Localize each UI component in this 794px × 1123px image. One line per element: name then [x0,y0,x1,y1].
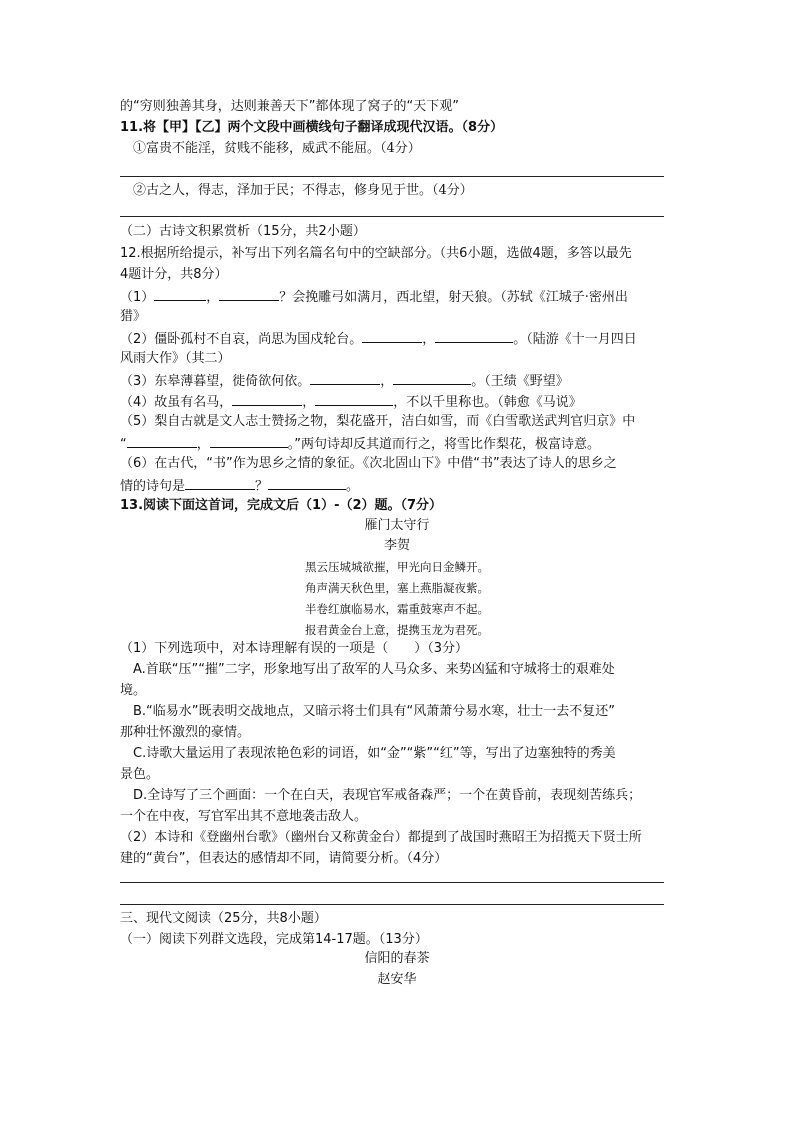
text-line: 的“穷则独善其身，达则兼善天下”都体现了窝子的“天下观” [120,99,459,114]
item-5-cont: “ ， 。”两句诗却反其道而行之，将雪比作梨花，极富诗意。 [120,437,601,452]
fill-blank[interactable] [310,372,380,385]
option-d-cont: 一个在中夜，写官军出其不意地袭击敌人。 [120,809,368,824]
item-3: （3）东皋薄暮望，徙倚欲何依。 ， 。（王绩《野望》 [120,374,569,389]
poem-line: 报君黄金台上意，提携玉龙为君死。 [305,623,489,637]
item-2: （2）僵卧孤村不自哀，尚思为国戍轮台。 ， 。（陆游《十一月四日 [120,332,637,347]
option-a: A.首联“压”“摧”二字，形象地写出了敌军的人马众多、来势凶猛和守城将士的艰难处 [133,662,615,677]
answer-line [120,176,664,177]
fill-blank[interactable] [232,393,302,406]
fill-blank[interactable] [268,477,346,490]
section-subheading: （一）阅读下列群文选段，完成第14-17题。（13分） [120,932,428,947]
option-c-cont: 景色。 [120,767,160,782]
poem-title: 雁门太守行 [364,518,430,533]
question-12: 12.根据所给提示，补写出下列名篇名句中的空缺部分。（共6小题，选做4题，多答以最先 [120,246,632,261]
fill-blank[interactable] [219,288,279,301]
article-author: 赵安华 [377,972,417,987]
item-6: （6）在古代，“书”作为思乡之情的象征。《次北固山下》中借“书”表达了诗人的思乡之 [120,456,617,471]
fill-blank[interactable] [210,435,288,448]
poem-line: 黑云压城城欲摧，甲光向日金鳞开。 [305,560,489,574]
section-heading: （二）古诗文积累赏析（15分，共2小题） [120,224,366,239]
fill-blank[interactable] [127,435,197,448]
question-11: 11.将【甲】【乙】两个文段中画横线句子翻译成现代汉语。（8分） [120,120,504,135]
option-c: C.诗歌大量运用了表现浓艳色彩的词语，如“金”“紫”“红”等，写出了边塞独特的秀美 [133,746,616,761]
fill-blank[interactable] [362,330,422,343]
option-b: B.“临易水”既表明交战地点，又暗示将士们具有“风萧萧兮易水寒，壮士一去不复还” [133,704,615,719]
item-2-cont: 风雨大作》（其二） [120,351,231,366]
section-heading: 三、现代文阅读（25分，共8小题） [120,911,327,926]
option-b-cont: 那种壮怀激烈的豪情。 [120,725,251,740]
option-a-cont: 境。 [120,683,147,698]
question-13: 13.阅读下面这首词，完成文后（1）-（2）题。（7分） [120,498,443,513]
answer-line [120,882,664,883]
item-1-cont: 猎》 [120,309,147,324]
poem-line: 角声满天秋色里，塞上燕脂凝夜紫。 [305,581,489,595]
article-title: 信阳的春茶 [364,951,430,966]
item-1: （1） ， ？会挽雕弓如满月，西北望，射天狼。（苏轼《江城子·密州出 [120,290,628,305]
subquestion-2: （2）本诗和《登幽州台歌》（幽州台又称黄金台）都提到了战国时燕昭王为招揽天下贤士所 [120,830,642,845]
item-5: （5）梨自古就是文人志士赞扬之物，梨花盛开，洁白如雪，而《白雪歌送武判官归京》中 [120,414,636,429]
question-11-sentence-1: ①富贵不能淫，贫贱不能移，威武不能屈。（4分） [133,141,421,156]
item-6-cont: 情的诗句是 ？ 。 [120,479,360,494]
answer-line [120,904,664,905]
fill-blank[interactable] [435,330,513,343]
subquestion-1: （1）下列选项中，对本诗理解有误的一项是（ ）（3分） [120,641,469,656]
item-4: （4）故虽有名马， ， ，不以千里称也。（韩愈《马说》 [120,395,582,410]
fill-blank[interactable] [154,288,206,301]
poem-line: 半卷红旗临易水，霜重鼓寒声不起。 [305,602,489,616]
question-11-sentence-2: ②古之人，得志，泽加于民；不得志，修身见于世。（4分） [133,183,473,198]
fill-blank[interactable] [185,477,255,490]
answer-line [120,216,664,217]
fill-blank[interactable] [393,372,471,385]
option-d: D.全诗写了三个画面：一个在白天，表现官军戒备森严；一个在黄昏前，表现刻苦练兵； [133,788,642,803]
subquestion-2-cont: 建的“黄台”，但表达的感情却不同，请简要分析。（4分） [120,851,448,866]
fill-blank[interactable] [315,393,393,406]
question-12-cont: 4题计分，共8分） [120,267,228,282]
poem-author: 李贺 [383,538,410,553]
